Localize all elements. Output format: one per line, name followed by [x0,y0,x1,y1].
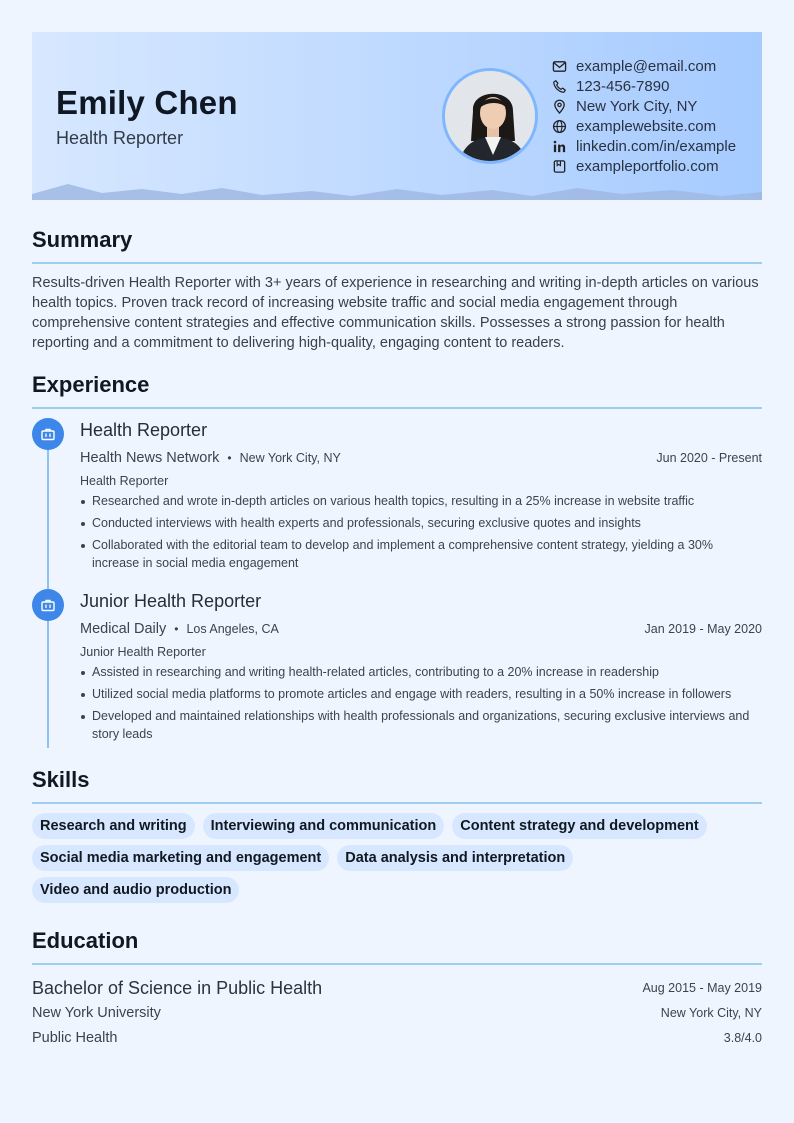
education-field: Public Health [32,1030,118,1046]
education-gpa: 3.8/4.0 [723,1031,762,1045]
contact-linkedin-text: linkedin.com/in/example [576,137,737,155]
location-pin-icon [552,99,567,114]
skill-tag: Interviewing and communication [203,813,445,839]
summary-heading: Summary [32,227,133,252]
profile-photo-image [445,71,538,164]
skill-tag: Research and writing [32,813,195,839]
contact-location-text: New York City, NY [576,97,698,115]
job-entry-1 [80,420,762,576]
contact-portfolio[interactable] [552,156,736,176]
job-meta [80,446,762,470]
achievement-item: Utilized social media platforms to promote articles and engage with readers, resulting in a 50% increase in followers [80,685,762,703]
briefcase-icon [40,597,56,613]
skills-row [32,813,762,839]
job-achievements [80,492,762,572]
summary-text: Results-driven Health Reporter with 3+ years of experience in researching and writing in-depth articles on various health topics. Proven track record of increasing website traffic and social media engagement through comprehensive content strategies and effective communication skills. Possesses a strong passion for health reporting and a commitment to delivering high-quality, engaging content to readers. [32,275,759,351]
profile-photo [442,68,538,164]
education-degree-row [32,976,762,1000]
portfolio-icon [552,159,567,174]
job-meta [80,617,762,641]
linkedin-icon [552,139,567,154]
skill-tag: Social media marketing and engagement [32,845,329,871]
achievement-item: Researched and wrote in-depth articles on various health topics, resulting in a 25% increase in website traffic [80,492,762,510]
contact-email-text: example@email.com [576,57,717,75]
globe-icon [552,119,567,134]
contact-linkedin[interactable] [552,136,736,156]
header-wave-decoration [32,180,762,200]
skills-list [32,813,762,909]
summary-divider [32,262,762,264]
education-degree: Bachelor of Science in Public Health [32,977,323,998]
contact-website[interactable] [552,116,736,136]
mail-icon [552,59,567,74]
job-2-marker [32,589,64,621]
job-title: Junior Health Reporter [80,591,262,611]
job-1-marker [32,418,64,450]
job-dates: Jun 2020 - Present [656,451,762,465]
education-dates: Aug 2015 - May 2019 [642,981,762,995]
job-title: Health Reporter [80,420,208,440]
job-achievements [80,663,762,743]
briefcase-icon [40,426,56,442]
skills-heading: Skills [32,767,90,792]
skills-divider [32,802,762,804]
contact-location [552,96,736,116]
job-location: New York City, NY [239,451,341,465]
skill-tag: Data analysis and interpretation [337,845,573,871]
experience-heading: Experience [32,372,150,397]
phone-icon [552,79,567,94]
contact-list [552,56,736,176]
job-company: Health News Network [80,450,220,466]
job-role: Junior Health Reporter [80,645,206,659]
job-dates: Jan 2019 - May 2020 [644,622,762,636]
achievement-item: Developed and maintained relationships with health professionals and organizations, securing exclusive interviews and story leads [80,707,762,743]
education-divider [32,963,762,965]
education-school-row [32,1000,762,1026]
experience-divider [32,407,762,409]
contact-email[interactable] [552,56,736,76]
education-school: New York University [32,1005,161,1021]
job-entry-2 [80,591,762,747]
achievement-item: Assisted in researching and writing health-related articles, contributing to a 20% increase in readership [80,663,762,681]
achievement-item: Conducted interviews with health experts and professionals, securing exclusive quotes and insights [80,514,762,532]
education-location: New York City, NY [660,1006,762,1020]
skills-row [32,877,762,903]
job-company: Medical Daily [80,621,167,637]
job-location: Los Angeles, CA [186,622,279,636]
meta-separator: • [227,451,232,465]
contact-phone[interactable] [552,76,736,96]
resume-header [32,32,762,200]
contact-phone-text: 123-456-7890 [576,77,670,95]
education-heading: Education [32,928,139,953]
meta-separator: • [174,622,179,636]
skills-row [32,845,762,871]
skill-tag: Content strategy and development [452,813,706,839]
candidate-title: Health Reporter [56,128,184,148]
candidate-name: Emily Chen [56,84,238,121]
job-role: Health Reporter [80,474,169,488]
contact-portfolio-text: exampleportfolio.com [576,157,719,175]
skill-tag: Video and audio production [32,877,239,903]
achievement-item: Collaborated with the editorial team to develop and implement a comprehensive content strategy, yielding a 30% increase in social media engagement [80,536,762,572]
contact-website-text: examplewebsite.com [576,117,717,135]
education-entry [32,976,762,1050]
education-field-row [32,1026,762,1050]
